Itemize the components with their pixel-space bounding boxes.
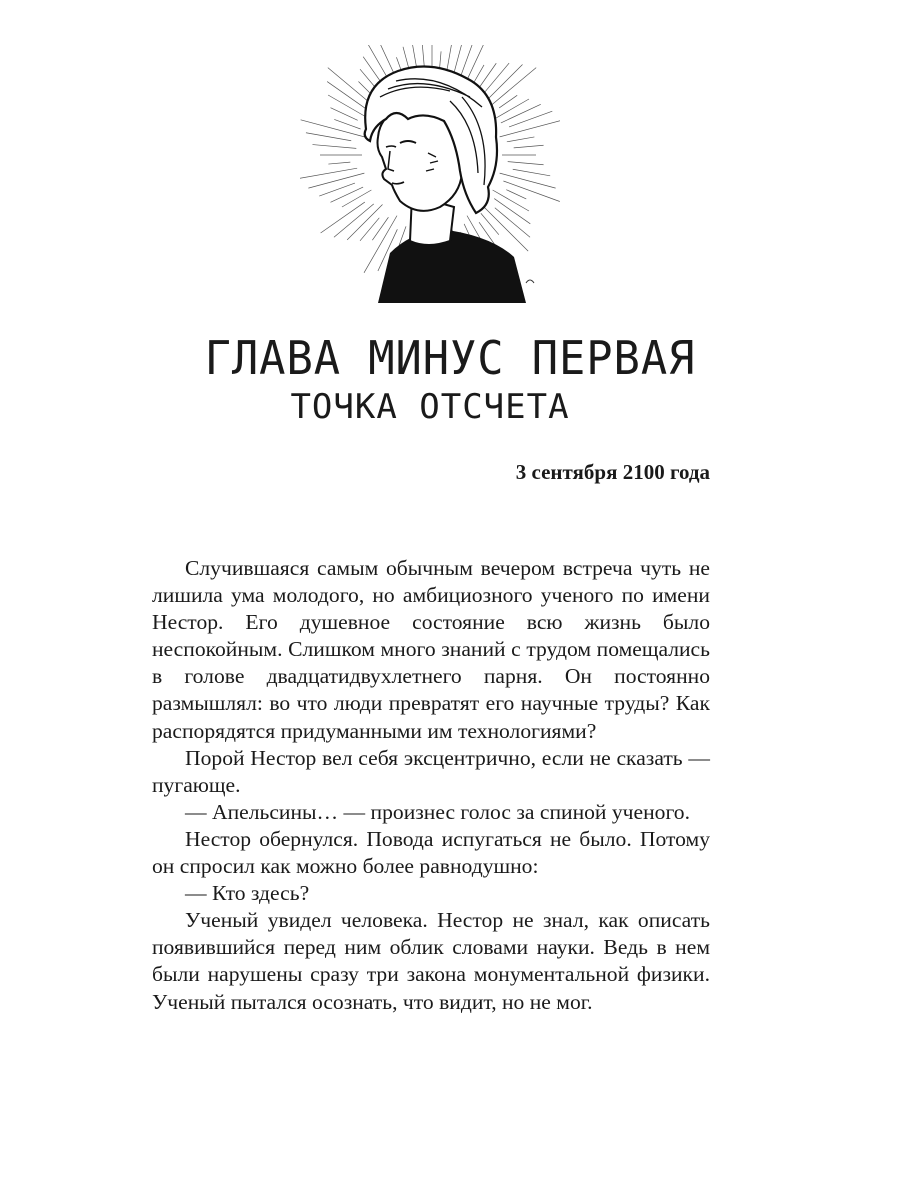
- chapter-subtitle: ТОЧКА ОТСЧЕТА: [290, 387, 570, 427]
- ray-line: [514, 145, 544, 148]
- chapter-title: ГЛАВА МИНУС ПЕРВАЯ: [204, 331, 696, 385]
- ray-line: [342, 190, 371, 207]
- ray-line: [319, 183, 355, 196]
- ray-line: [301, 120, 365, 137]
- ray-line: [334, 119, 360, 129]
- ray-line: [328, 162, 350, 164]
- chapter-date: 3 сентября 2100 года: [515, 460, 710, 484]
- ray-line: [494, 199, 530, 224]
- ray-line: [493, 190, 529, 211]
- ray-line: [508, 162, 544, 165]
- ray-line: [507, 137, 535, 142]
- ray-line: [372, 217, 388, 240]
- paragraph: Ученый увидел человека. Нестор не знал, как описать появившийся перед ним облик словами науки. Ведь в нем были нарушены сразу три закона монументальной физики. Ученый пытался осознать, что видит, но не мог.: [152, 908, 710, 1014]
- ray-line: [334, 204, 374, 237]
- ray-line: [503, 181, 559, 202]
- ray-line: [500, 120, 560, 137]
- ray-line: [493, 99, 529, 120]
- ray-line: [506, 190, 526, 199]
- ray-line: [481, 213, 499, 234]
- ray-line: [360, 218, 379, 241]
- ray-line: [485, 63, 509, 92]
- paragraph: — Кто здесь?: [185, 881, 310, 906]
- ray-line: [495, 208, 530, 238]
- paragraph: Случившаяся самым обычным вечером встреча чуть не лишила ума молодого, но амбициозного ученого по имени Нестор. Его душевное состояние всю жизнь было неспокойным. Слишком много знаний с трудом помещались в голове двадцатидвухлетнего парня. Он постоянно размышлял: во что люди превратят его научные труды? Как распорядятся придуманными им технологиями?: [152, 556, 710, 743]
- paragraph: Нестор обернулся. Повода испугаться не было. Потому он спросил как можно более равнодушно:: [152, 826, 710, 879]
- chapter-body: [152, 555, 710, 1016]
- paragraph: — Апельсины… — произнес голос за спиной ученого.: [185, 799, 690, 824]
- ray-line: [306, 133, 351, 141]
- portrait-illustration-icon: [300, 45, 560, 305]
- ray-line: [499, 95, 517, 108]
- ray-line: [330, 187, 363, 202]
- ray-line: [501, 104, 541, 123]
- ray-line: [312, 145, 356, 149]
- ray-line: [513, 169, 550, 176]
- paragraph: Порой Нестор вел себя эксцентрично, если не сказать — пугающе.: [152, 745, 710, 797]
